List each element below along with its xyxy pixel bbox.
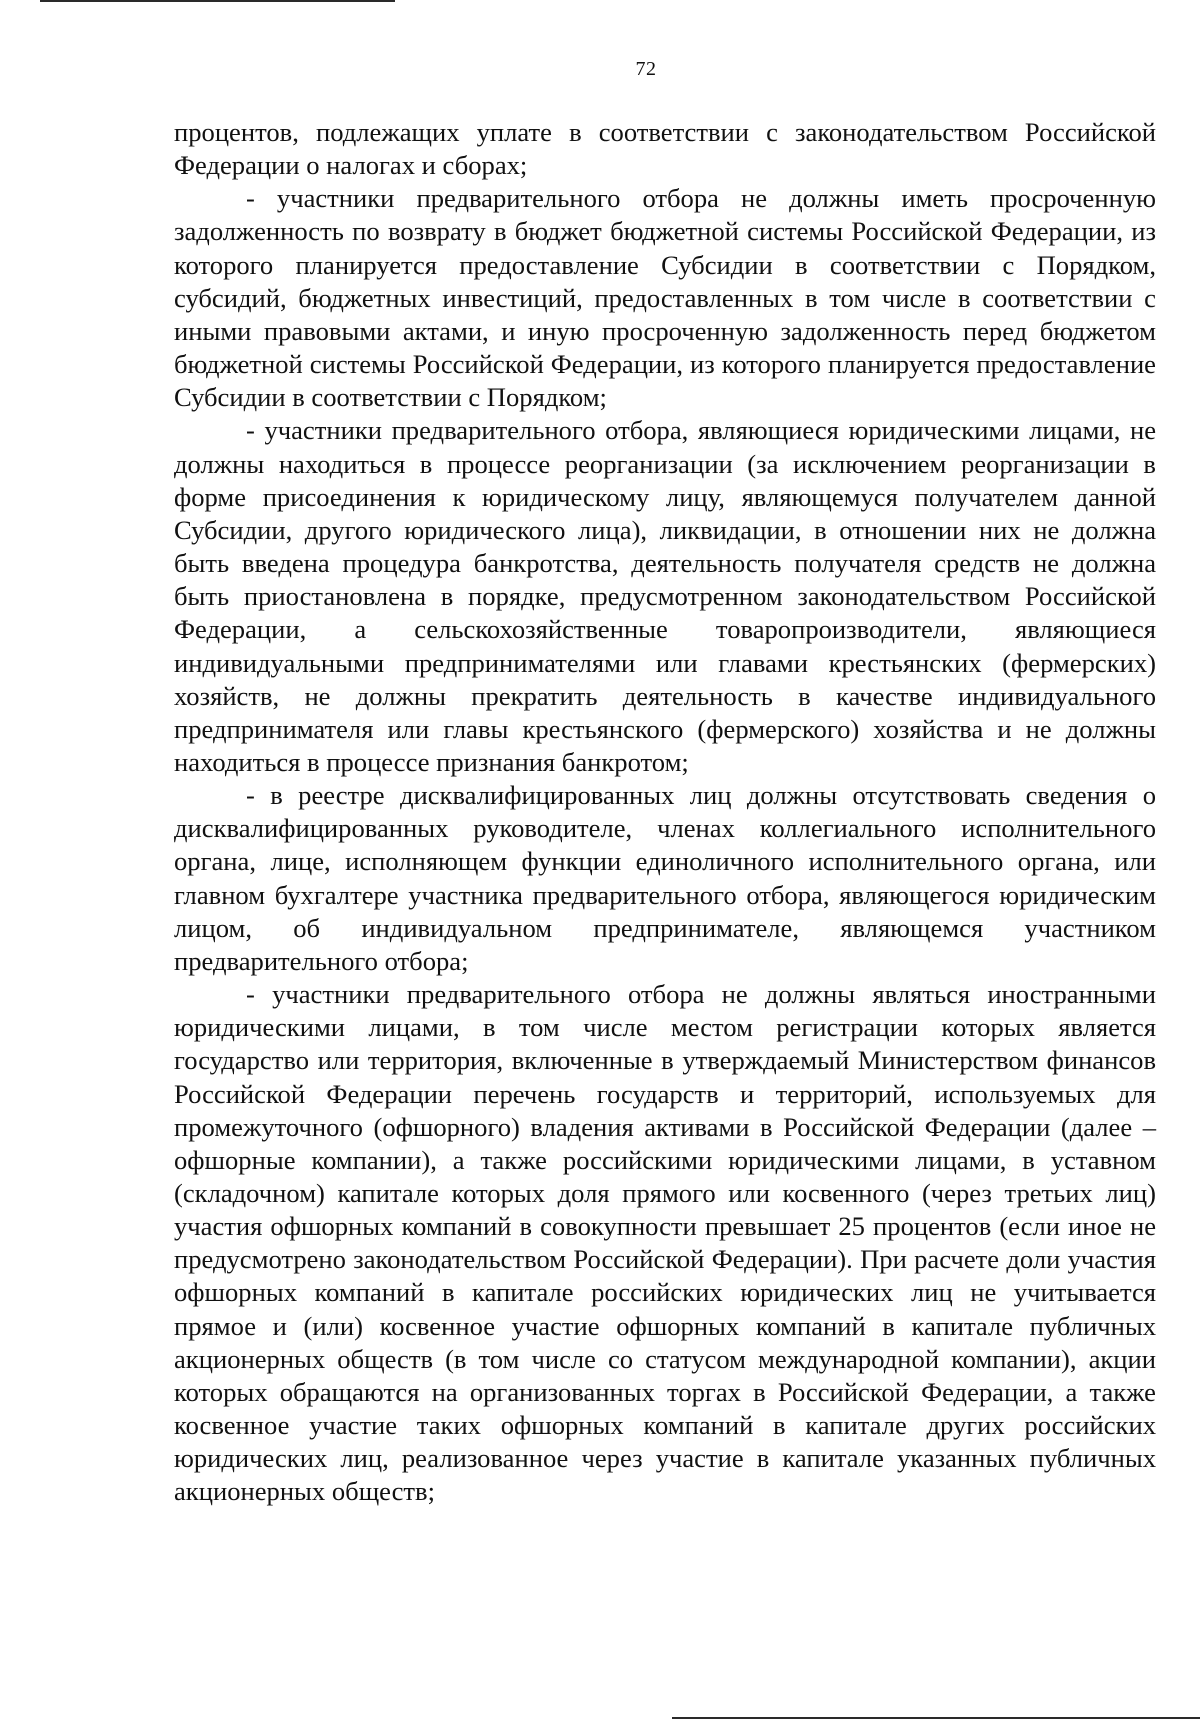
page-number: 72 — [635, 58, 657, 80]
scan-edge-line-bottom — [672, 1717, 1200, 1719]
paragraph-continuation: процентов, подлежащих уплате в соответствии с законодательством Российской Федерации о налогах и сборах; — [174, 117, 1156, 181]
document-body — [174, 116, 1156, 1509]
scan-edge-line-top — [40, 0, 395, 2]
paragraph-disqualified-registry: - в реестре дисквалифицированных лиц должны отсутствовать сведения о дисквалифицированных руководителе, членах коллегиального исполнительного органа, лице, исполняющем функции единоличного исполнительного органа, или главном бухгалтере участника предварительного отбора, являющегося юридическим лицом, об индивидуальном предпринимателе, являющемся участником предварительного отбора; — [174, 780, 1156, 976]
paragraph-overdue-debt: - участники предварительного отбора не должны иметь просроченную задолженность по возврату в бюджет бюджетной системы Российской Федерации, из которого планируется предоставление Субсидии в соответствии с Порядком, субсидий, бюджетных инвестиций, предоставленных в том числе в соответствии с иными правовыми актами, и иную просроченную задолженность перед бюджетом бюджетной системы Российской Федерации, из которого планируется предоставление Субсидии в соответствии с Порядком; — [174, 183, 1156, 413]
paragraph-reorganization: - участники предварительного отбора, являющиеся юридическими лицами, не должны находиться в процессе реорганизации (за исключением реорганизации в форме присоединения к юридическому лицу, являющемуся получателем данной Субсидии, другого юридического лица), ликвидации, в отношении них не должна быть введена процедура банкротства, деятельность получателя средств не должна быть приостановлена в порядке, предусмотренном законодательством Российской Федерации, а сельскохозяйственные товаропроизводители, являющиеся индивидуальными предпринимателями или главами крестьянских (фермерских) хозяйств, не должны прекратить деятельность в качестве индивидуального предпринимателя или главы крестьянского (фермерского) хозяйства и не должны находиться в процессе признания банкротом; — [174, 415, 1156, 777]
paragraph-offshore-companies: - участники предварительного отбора не должны являться иностранными юридическими лицами, в том числе местом регистрации которых является государство или территория, включенные в утверждаемый Министерством финансов Российской Федерации перечень государств и территорий, используемых для промежуточного (офшорного) владения активами в Российской Федерации (далее – офшорные компании), а также российскими юридическими лицами, в уставном (складочном) капитале которых доля прямого или косвенного (через третьих лиц) участия офшорных компаний в совокупности превышает 25 процентов (если иное не предусмотрено законодательством Российской Федерации). При расчете доли участия офшорных компаний в капитале российских юридических лиц не учитывается прямое и (или) косвенное участие офшорных компаний в капитале публичных акционерных обществ (в том числе со статусом международной компании), акции которых обращаются на организованных торгах в Российской Федерации, а также косвенное участие таких офшорных компаний в капитале других российских юридических лиц, реализованное через участие в капитале указанных публичных акционерных обществ; — [174, 979, 1156, 1507]
